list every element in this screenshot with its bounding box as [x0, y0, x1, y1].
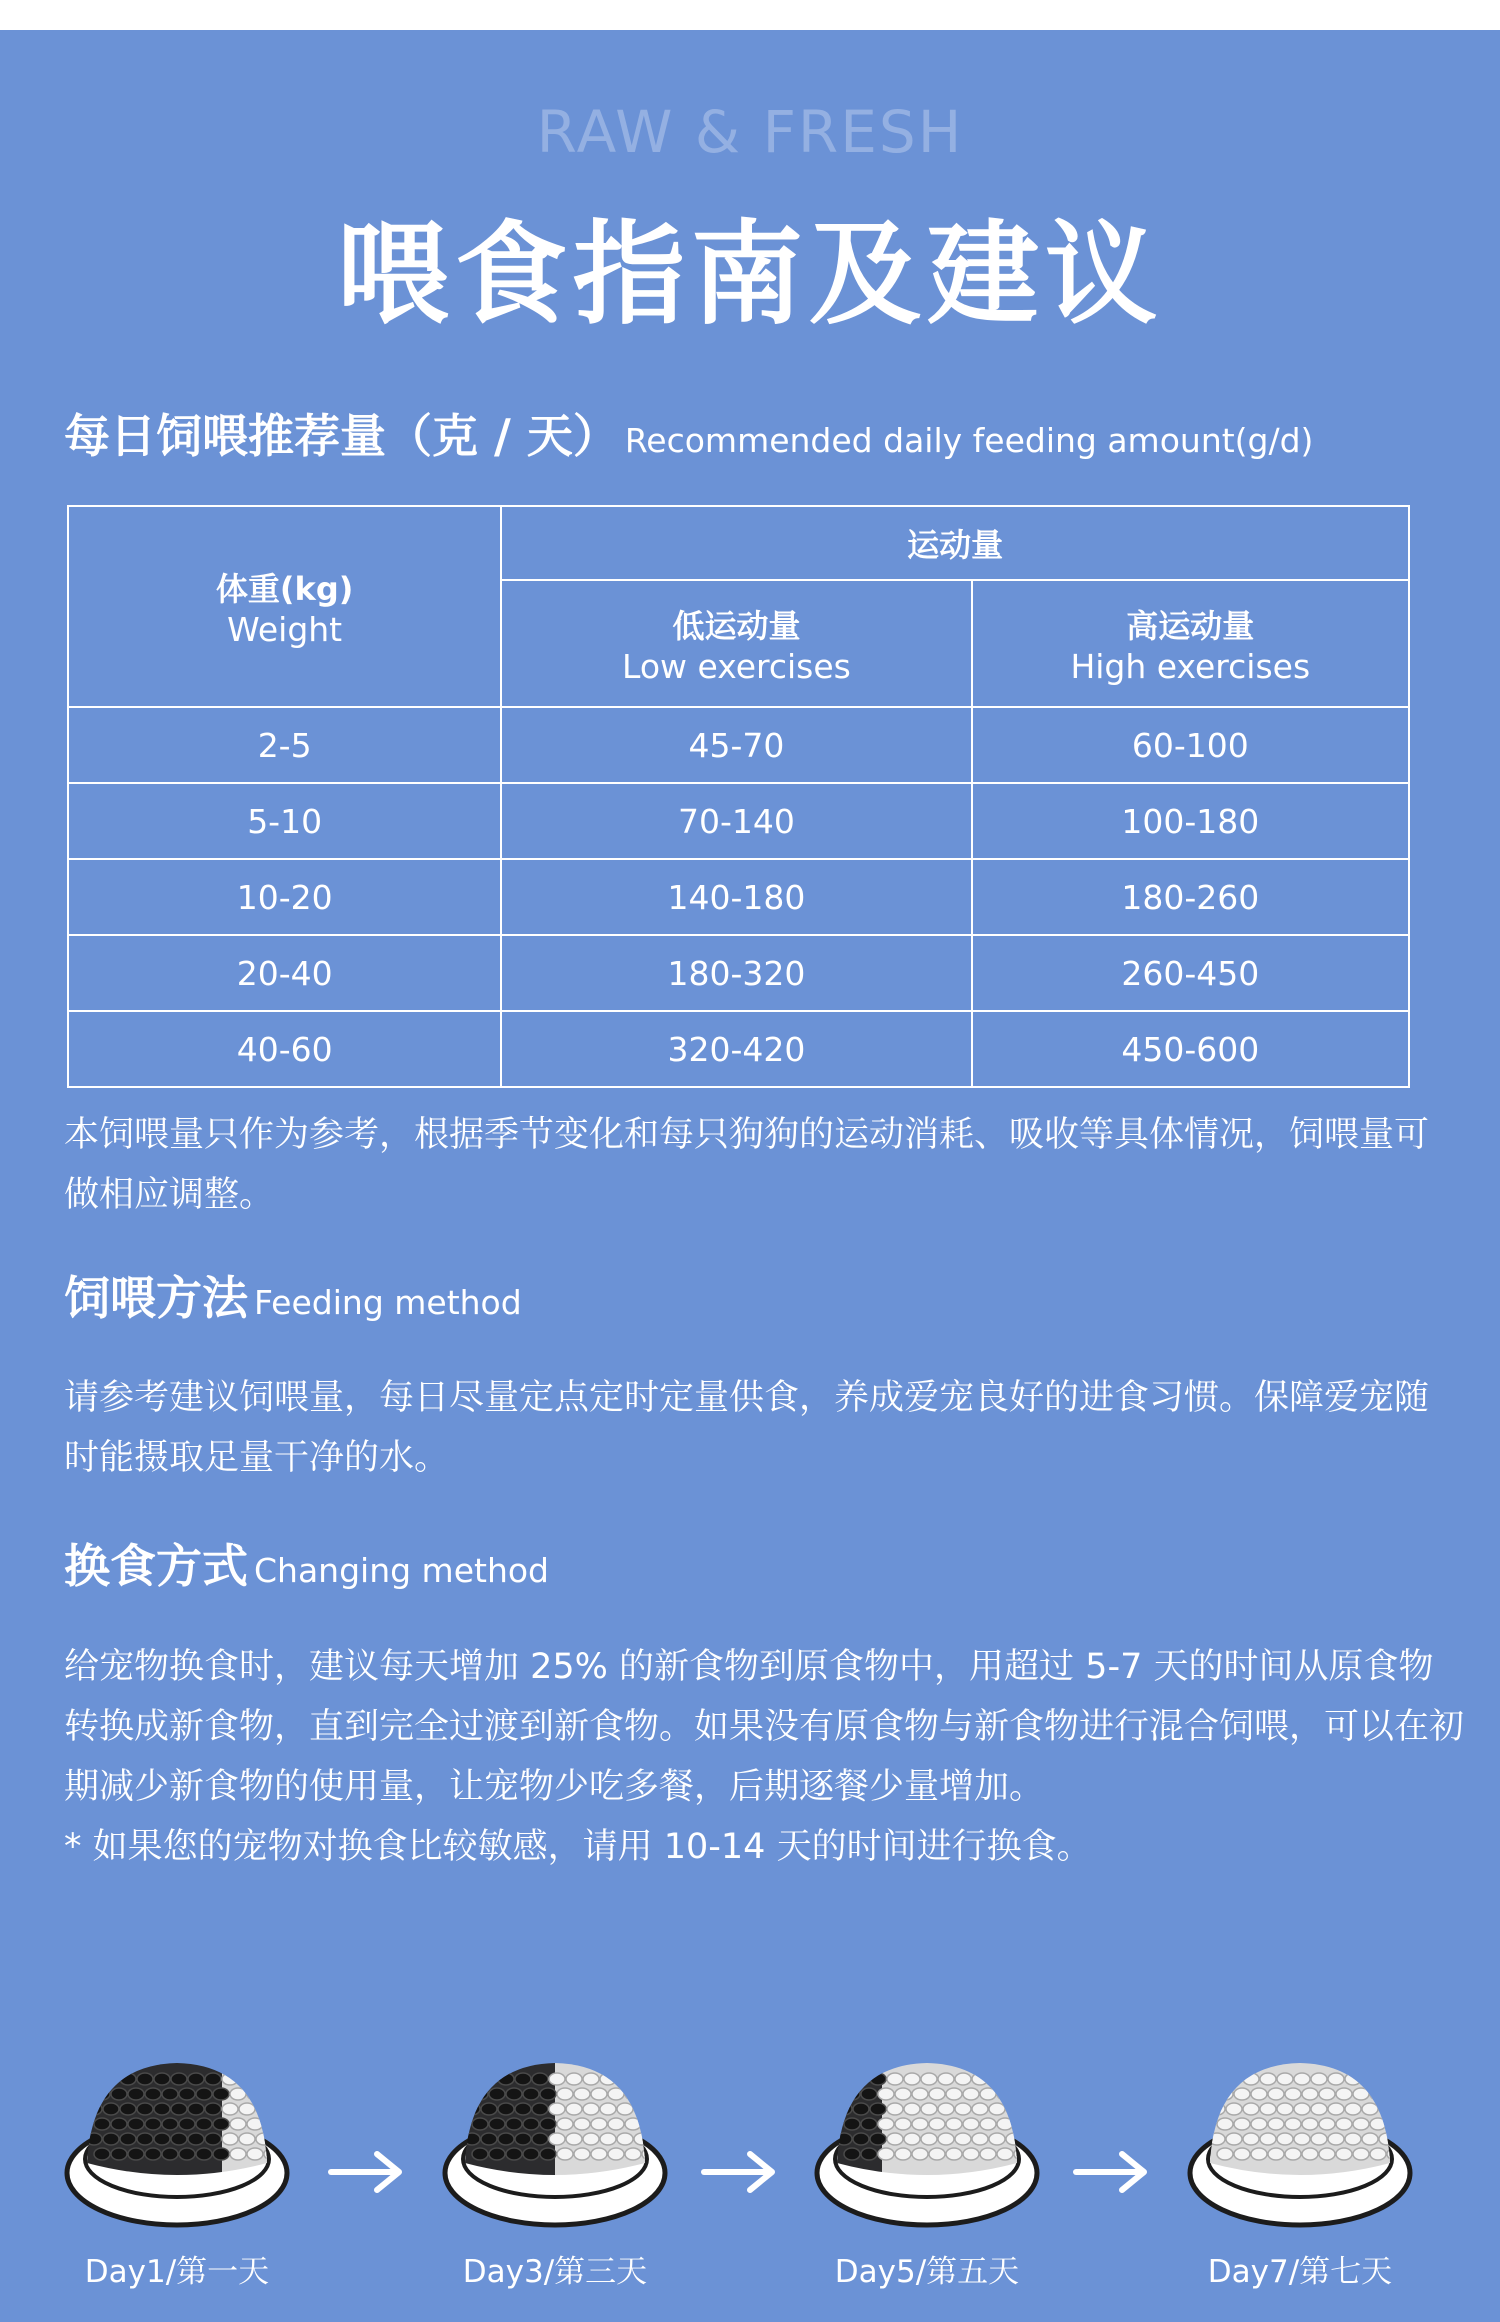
- high-exercise-cell: 260-450: [972, 935, 1409, 1011]
- low-exercise-cell: 320-420: [501, 1011, 971, 1087]
- high-exercise-cell: 60-100: [972, 707, 1409, 783]
- high-exercise-en: High exercises: [1070, 647, 1311, 686]
- weight-cell: 40-60: [68, 1011, 501, 1087]
- table-row: [68, 935, 1409, 1011]
- daily-amount-title-en: Recommended daily feeding amount(g/d): [624, 421, 1314, 460]
- high-exercise-cell: 180-260: [972, 859, 1409, 935]
- arrow-right-icon: [1072, 2148, 1152, 2196]
- daily-amount-note: 本饲喂量只作为参考，根据季节变化和每只狗狗的运动消耗、吸收等具体情况，饲喂量可做相应调整。: [64, 1115, 1430, 1215]
- weight-cell: 5-10: [68, 783, 501, 859]
- weight-cell: 20-40: [68, 935, 501, 1011]
- low-exercise-cell: 140-180: [501, 859, 971, 935]
- changing-method-title-en: Changing method: [254, 1551, 550, 1590]
- food-bowl-day7: [1185, 2055, 1415, 2235]
- table-row: [68, 707, 1409, 783]
- changing-method-body: 给宠物换食时，建议每天增加 25% 的新食物到原食物中，用超过 5-7 天的时间从原食物转换成新食物，直到完全过渡到新食物。如果没有原食物与新食物进行混合饲喂，可以在初期减少新食物的使用量，让宠物少吃多餐，后期逐餐少量增加。: [64, 1647, 1465, 1807]
- weight-header-en: Weight: [227, 610, 343, 649]
- high-exercise-cell: 450-600: [972, 1011, 1409, 1087]
- daily-amount-heading: [64, 400, 1313, 466]
- day1-label: Day1/第一天: [84, 2254, 270, 2290]
- feeding-amount-table: [67, 505, 1410, 1088]
- low-exercise-header: [501, 580, 971, 707]
- low-exercise-cell: 70-140: [501, 783, 971, 859]
- changing-method-footnote: * 如果您的宠物对换食比较敏感，请用 10-14 天的时间进行换食。: [64, 1827, 1092, 1867]
- weight-header: [68, 506, 501, 707]
- high-exercise-cell: 100-180: [972, 783, 1409, 859]
- weight-cell: 10-20: [68, 859, 501, 935]
- exercise-header-label: 运动量: [907, 526, 1004, 564]
- low-exercise-en: Low exercises: [622, 647, 851, 686]
- weight-cell: 2-5: [68, 707, 501, 783]
- feeding-method-text: 请参考建议饲喂量，每日尽量定点定时定量供食，养成爱宠良好的进食习惯。保障爱宠随时能摄取足量干净的水。: [64, 1378, 1430, 1478]
- brand-eyebrow: RAW & FRESH: [536, 98, 964, 166]
- day7-label: Day7/第七天: [1207, 2254, 1393, 2290]
- feeding-method-title-zh: 饲喂方法: [64, 1271, 248, 1325]
- arrow-right-icon: [327, 2148, 407, 2196]
- low-exercise-cell: 45-70: [501, 707, 971, 783]
- exercise-header: [501, 506, 1409, 580]
- low-exercise-zh: 低运动量: [672, 607, 801, 645]
- changing-method-title-zh: 换食方式: [64, 1539, 248, 1593]
- low-exercise-cell: 180-320: [501, 935, 971, 1011]
- food-bowl-day1: [62, 2055, 292, 2235]
- changing-method-text: [64, 1637, 1464, 1877]
- feeding-method-heading: [64, 1262, 522, 1328]
- feeding-method-title-en: Feeding method: [254, 1283, 522, 1322]
- high-exercise-header: [972, 580, 1409, 707]
- table-row: [68, 1011, 1409, 1087]
- day3-label: Day3/第三天: [462, 2254, 648, 2290]
- food-bowl-day5: [812, 2055, 1042, 2235]
- high-exercise-zh: 高运动量: [1126, 607, 1255, 645]
- food-bowl-day3: [440, 2055, 670, 2235]
- arrow-right-icon: [700, 2148, 780, 2196]
- day5-label: Day5/第五天: [834, 2254, 1020, 2290]
- page-title: 喂食指南及建议: [337, 210, 1163, 340]
- daily-amount-title-zh: 每日饲喂推荐量（克 / 天）: [64, 409, 619, 463]
- changing-method-heading: [64, 1530, 549, 1596]
- table-row: [68, 783, 1409, 859]
- weight-header-zh: 体重(kg): [215, 570, 354, 608]
- table-row: [68, 859, 1409, 935]
